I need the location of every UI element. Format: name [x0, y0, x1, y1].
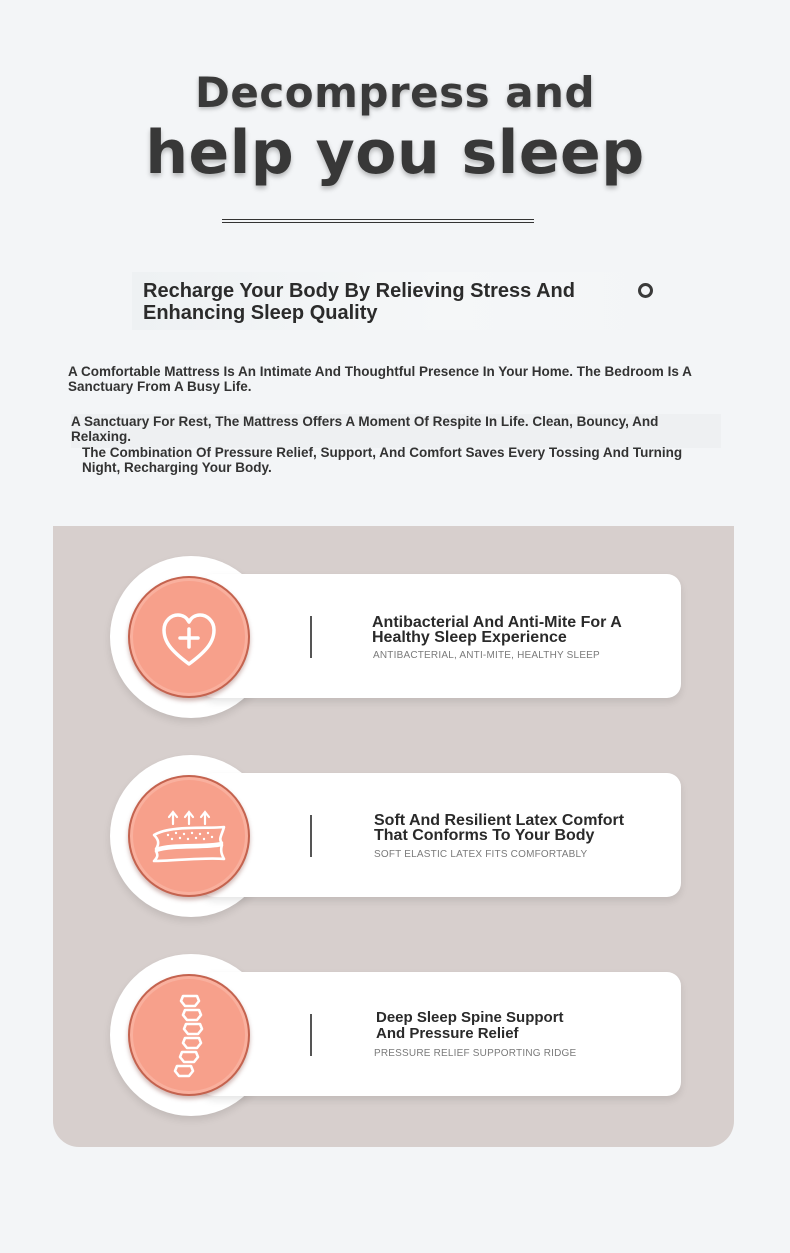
feature-subtitle: PRESSURE RELIEF SUPPORTING RIDGE: [374, 1048, 577, 1059]
ring-icon: [638, 283, 653, 298]
paragraph-3: The Combination Of Pressure Relief, Support, And Comfort Saves Every Tossing And Turning Night, Recharging Your Body.: [82, 445, 683, 475]
card-divider: [310, 616, 312, 658]
heart-plus-icon: [128, 576, 250, 698]
page-title-line-2: help you sleep: [145, 118, 645, 188]
feature-title: Soft And Resilient Latex Comfort That Conforms To Your Body: [374, 812, 625, 844]
feature-subtitle: SOFT ELASTIC LATEX FITS COMFORTABLY: [374, 849, 588, 860]
card-divider: [310, 1014, 312, 1056]
latex-layer-icon: [128, 775, 250, 897]
spine-icon: [128, 974, 250, 1096]
page-title-line-1: Decompress and: [194, 68, 596, 117]
subheading: Recharge Your Body By Relieving Stress And Enhancing Sleep Quality: [143, 280, 575, 324]
paragraph-2: A Sanctuary For Rest, The Mattress Offers A Moment Of Respite In Life. Clean, Bouncy, And Relaxing.: [71, 414, 721, 448]
feature-title: Deep Sleep Spine Support And Pressure Relief: [376, 1009, 564, 1042]
feature-subtitle: ANTIBACTERIAL, ANTI-MITE, HEALTHY SLEEP: [373, 650, 600, 661]
card-divider: [310, 815, 312, 857]
title-divider: [222, 219, 534, 223]
feature-title: Antibacterial And Anti-Mite For A Healthy Sleep Experience: [372, 614, 622, 646]
paragraph-1: A Comfortable Mattress Is An Intimate And Thoughtful Presence In Your Home. The Bedroom Is A Sanctuary From A Busy Life.: [68, 364, 692, 394]
